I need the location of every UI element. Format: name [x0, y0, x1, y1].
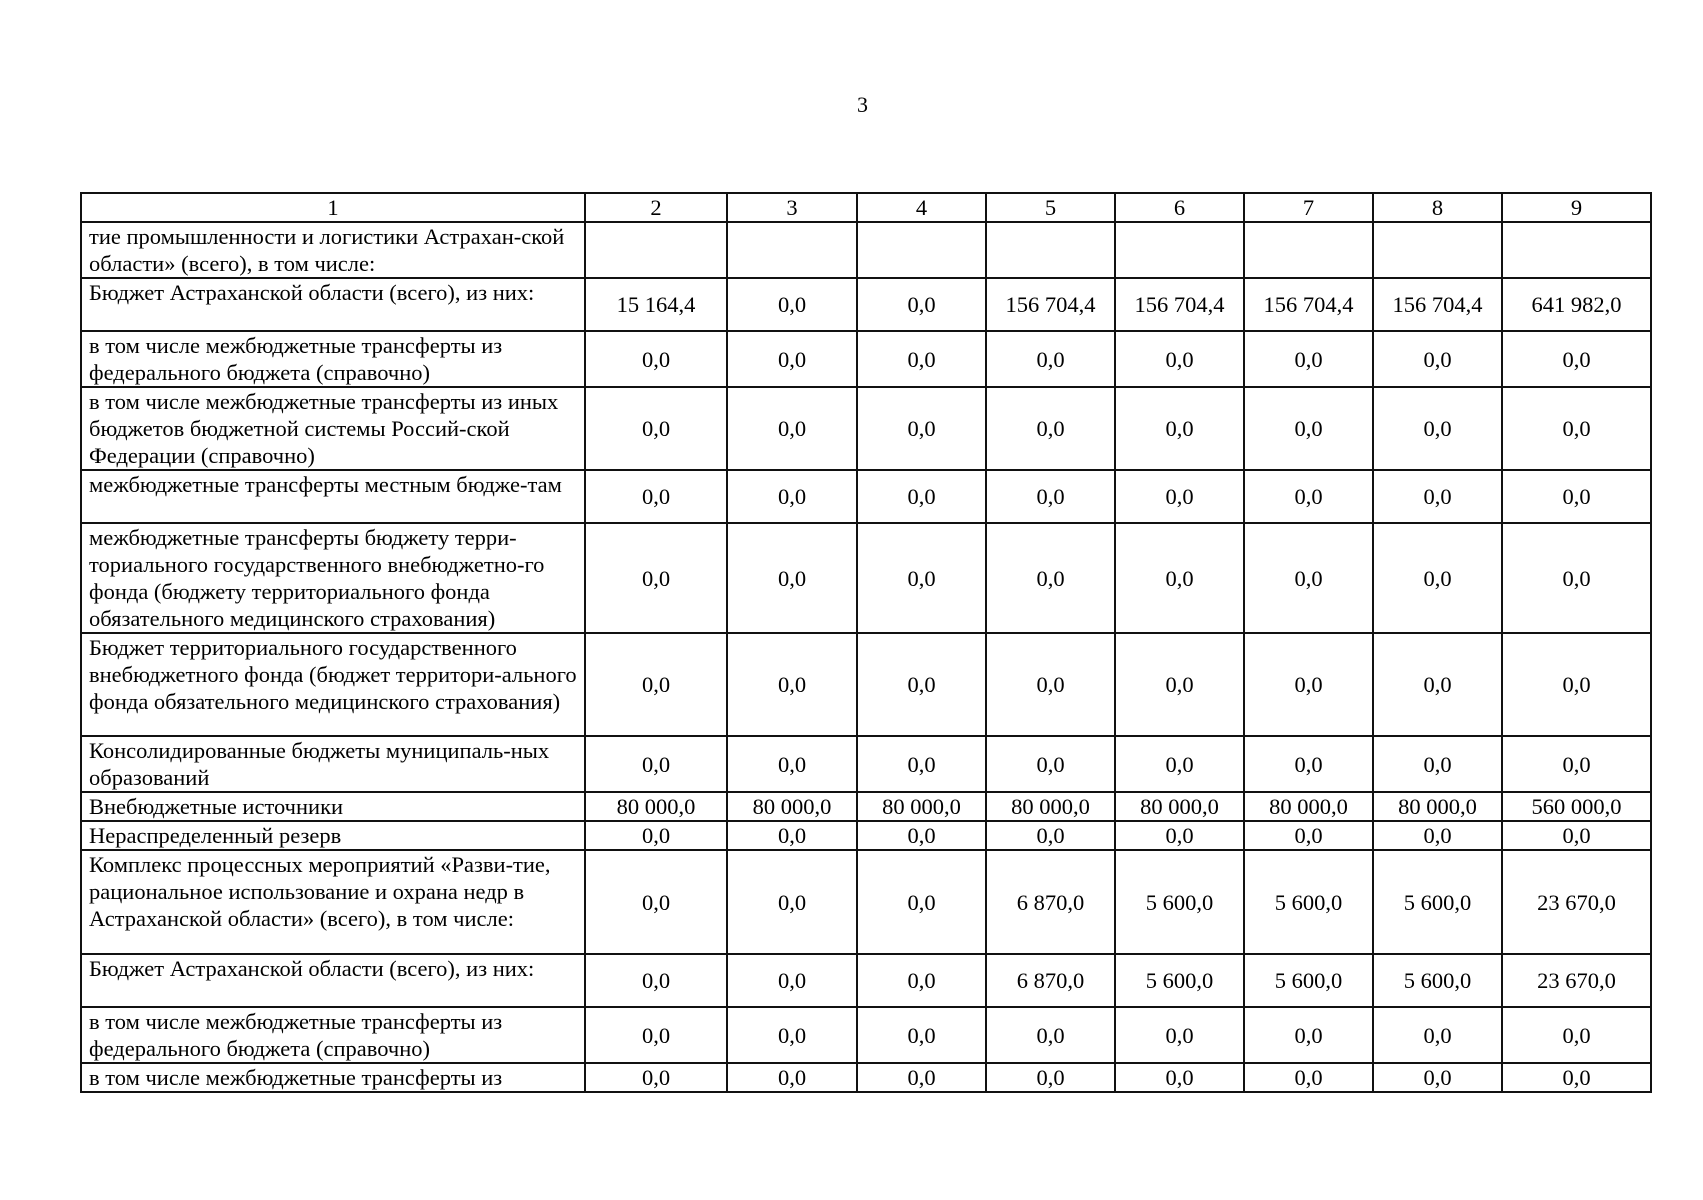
- row-label: в том числе межбюджетные трансферты из: [81, 1063, 585, 1092]
- value-cell: 80 000,0: [857, 792, 986, 821]
- value-cell: [857, 222, 986, 278]
- value-cell: 0,0: [585, 387, 727, 470]
- value-cell: 0,0: [857, 850, 986, 954]
- row-label: Нераспределенный резерв: [81, 821, 585, 850]
- value-cell: 0,0: [986, 633, 1115, 736]
- value-cell: 80 000,0: [986, 792, 1115, 821]
- value-cell: 5 600,0: [1244, 954, 1373, 1007]
- value-cell: 23 670,0: [1502, 850, 1651, 954]
- value-cell: 0,0: [1115, 1007, 1244, 1063]
- value-cell: 0,0: [727, 954, 857, 1007]
- value-cell: 6 870,0: [986, 954, 1115, 1007]
- value-cell: 80 000,0: [1244, 792, 1373, 821]
- budget-table: [80, 192, 1652, 1093]
- row-label: в том числе межбюджетные трансферты из федерального бюджета (справочно): [81, 1007, 585, 1063]
- value-cell: 0,0: [727, 331, 857, 387]
- value-cell: 0,0: [1373, 821, 1502, 850]
- value-cell: 560 000,0: [1502, 792, 1651, 821]
- table-row: [81, 331, 1651, 387]
- value-cell: 0,0: [1244, 1007, 1373, 1063]
- value-cell: [1244, 222, 1373, 278]
- value-cell: 156 704,4: [1115, 278, 1244, 331]
- value-cell: 80 000,0: [585, 792, 727, 821]
- value-cell: 0,0: [727, 1063, 857, 1092]
- value-cell: 0,0: [857, 278, 986, 331]
- value-cell: 0,0: [1115, 1063, 1244, 1092]
- value-cell: 80 000,0: [1115, 792, 1244, 821]
- column-header: 4: [857, 193, 986, 222]
- value-cell: 23 670,0: [1502, 954, 1651, 1007]
- value-cell: 5 600,0: [1373, 954, 1502, 1007]
- value-cell: 5 600,0: [1373, 850, 1502, 954]
- value-cell: [1115, 222, 1244, 278]
- value-cell: 0,0: [1244, 736, 1373, 792]
- table-row: [81, 470, 1651, 523]
- table-row: [81, 387, 1651, 470]
- value-cell: [585, 222, 727, 278]
- table-row: [81, 1063, 1651, 1092]
- value-cell: 0,0: [585, 523, 727, 633]
- column-header: 5: [986, 193, 1115, 222]
- page-number: 3: [857, 92, 868, 117]
- value-cell: 0,0: [857, 470, 986, 523]
- value-cell: 156 704,4: [1244, 278, 1373, 331]
- value-cell: 0,0: [857, 821, 986, 850]
- table-body: [81, 222, 1651, 1092]
- row-label: Комплекс процессных мероприятий «Разви-тие, рациональное использование и охрана недр в Астраханской области» (всего), в том числе:: [81, 850, 585, 954]
- value-cell: 156 704,4: [1373, 278, 1502, 331]
- value-cell: 0,0: [1244, 331, 1373, 387]
- value-cell: 5 600,0: [1115, 850, 1244, 954]
- row-label: тие промышленности и логистики Астрахан-ской области» (всего), в том числе:: [81, 222, 585, 278]
- value-cell: 0,0: [585, 821, 727, 850]
- table-row: [81, 954, 1651, 1007]
- table-row: [81, 736, 1651, 792]
- row-label: Консолидированные бюджеты муниципаль-ных образований: [81, 736, 585, 792]
- value-cell: 0,0: [1373, 736, 1502, 792]
- table-row: [81, 850, 1651, 954]
- row-label: межбюджетные трансферты местным бюдже-там: [81, 470, 585, 523]
- value-cell: 0,0: [727, 850, 857, 954]
- value-cell: 15 164,4: [585, 278, 727, 331]
- value-cell: 0,0: [1502, 1063, 1651, 1092]
- value-cell: 5 600,0: [1244, 850, 1373, 954]
- value-cell: 0,0: [1115, 821, 1244, 850]
- value-cell: 0,0: [585, 470, 727, 523]
- value-cell: 0,0: [1244, 387, 1373, 470]
- value-cell: 0,0: [1115, 633, 1244, 736]
- value-cell: 0,0: [1115, 523, 1244, 633]
- row-label: Внебюджетные источники: [81, 792, 585, 821]
- value-cell: 0,0: [585, 331, 727, 387]
- value-cell: 0,0: [1115, 470, 1244, 523]
- value-cell: 0,0: [986, 1063, 1115, 1092]
- value-cell: 0,0: [1502, 821, 1651, 850]
- column-header: 6: [1115, 193, 1244, 222]
- value-cell: 0,0: [857, 387, 986, 470]
- value-cell: 80 000,0: [727, 792, 857, 821]
- row-label: в том числе межбюджетные трансферты из федерального бюджета (справочно): [81, 331, 585, 387]
- table-row: [81, 222, 1651, 278]
- value-cell: [1373, 222, 1502, 278]
- value-cell: 0,0: [1502, 470, 1651, 523]
- value-cell: 5 600,0: [1115, 954, 1244, 1007]
- value-cell: 0,0: [585, 954, 727, 1007]
- column-header: 2: [585, 193, 727, 222]
- value-cell: 0,0: [1373, 523, 1502, 633]
- row-label: в том числе межбюджетные трансферты из иных бюджетов бюджетной системы Россий-ской Федерации (справочно): [81, 387, 585, 470]
- value-cell: 0,0: [727, 736, 857, 792]
- value-cell: 0,0: [585, 1063, 727, 1092]
- value-cell: 0,0: [857, 1007, 986, 1063]
- column-header: 3: [727, 193, 857, 222]
- table-header-row: [81, 193, 1651, 222]
- value-cell: 0,0: [986, 523, 1115, 633]
- value-cell: 0,0: [727, 470, 857, 523]
- value-cell: 0,0: [1373, 1063, 1502, 1092]
- value-cell: 0,0: [857, 1063, 986, 1092]
- value-cell: 0,0: [727, 523, 857, 633]
- value-cell: 0,0: [1244, 523, 1373, 633]
- column-header: 8: [1373, 193, 1502, 222]
- table-row: [81, 523, 1651, 633]
- value-cell: 0,0: [1502, 387, 1651, 470]
- value-cell: 0,0: [857, 736, 986, 792]
- value-cell: [1502, 222, 1651, 278]
- value-cell: 0,0: [585, 736, 727, 792]
- value-cell: 0,0: [1115, 331, 1244, 387]
- value-cell: 0,0: [1373, 633, 1502, 736]
- value-cell: 0,0: [585, 633, 727, 736]
- value-cell: 0,0: [1244, 1063, 1373, 1092]
- value-cell: 0,0: [986, 387, 1115, 470]
- table-row: [81, 1007, 1651, 1063]
- value-cell: 0,0: [727, 821, 857, 850]
- table-row: [81, 821, 1651, 850]
- value-cell: 0,0: [585, 1007, 727, 1063]
- value-cell: 641 982,0: [1502, 278, 1651, 331]
- value-cell: 0,0: [585, 850, 727, 954]
- column-header: 7: [1244, 193, 1373, 222]
- table-row: [81, 278, 1651, 331]
- value-cell: 0,0: [727, 1007, 857, 1063]
- row-label: Бюджет Астраханской области (всего), из них:: [81, 954, 585, 1007]
- value-cell: 0,0: [1502, 1007, 1651, 1063]
- value-cell: 0,0: [1502, 523, 1651, 633]
- value-cell: 0,0: [1373, 387, 1502, 470]
- value-cell: 80 000,0: [1373, 792, 1502, 821]
- value-cell: 0,0: [857, 954, 986, 1007]
- value-cell: 0,0: [986, 470, 1115, 523]
- table-row: [81, 792, 1651, 821]
- row-label: межбюджетные трансферты бюджету терри-ториального государственного внебюджетно-го фонда (бюджету территориального фонда обязательного медицинского страхования): [81, 523, 585, 633]
- value-cell: 156 704,4: [986, 278, 1115, 331]
- value-cell: 0,0: [1502, 331, 1651, 387]
- value-cell: 0,0: [1115, 736, 1244, 792]
- value-cell: 0,0: [727, 387, 857, 470]
- value-cell: 0,0: [1244, 821, 1373, 850]
- table-row: [81, 633, 1651, 736]
- value-cell: 0,0: [1502, 633, 1651, 736]
- value-cell: 0,0: [727, 278, 857, 331]
- value-cell: 0,0: [727, 633, 857, 736]
- value-cell: 0,0: [1244, 470, 1373, 523]
- row-label: Бюджет Астраханской области (всего), из них:: [81, 278, 585, 331]
- value-cell: 0,0: [1373, 470, 1502, 523]
- value-cell: 0,0: [986, 331, 1115, 387]
- value-cell: 0,0: [1244, 633, 1373, 736]
- value-cell: 0,0: [1373, 1007, 1502, 1063]
- value-cell: [986, 222, 1115, 278]
- value-cell: 0,0: [986, 1007, 1115, 1063]
- value-cell: 0,0: [857, 633, 986, 736]
- value-cell: 0,0: [986, 821, 1115, 850]
- value-cell: 0,0: [1373, 331, 1502, 387]
- column-header: 1: [81, 193, 585, 222]
- value-cell: 0,0: [1115, 387, 1244, 470]
- value-cell: 0,0: [857, 523, 986, 633]
- row-label: Бюджет территориального государственного внебюджетного фонда (бюджет территори-ального фонда обязательного медицинского страхования): [81, 633, 585, 736]
- value-cell: 6 870,0: [986, 850, 1115, 954]
- value-cell: 0,0: [857, 331, 986, 387]
- value-cell: [727, 222, 857, 278]
- value-cell: 0,0: [1502, 736, 1651, 792]
- column-header: 9: [1502, 193, 1651, 222]
- value-cell: 0,0: [986, 736, 1115, 792]
